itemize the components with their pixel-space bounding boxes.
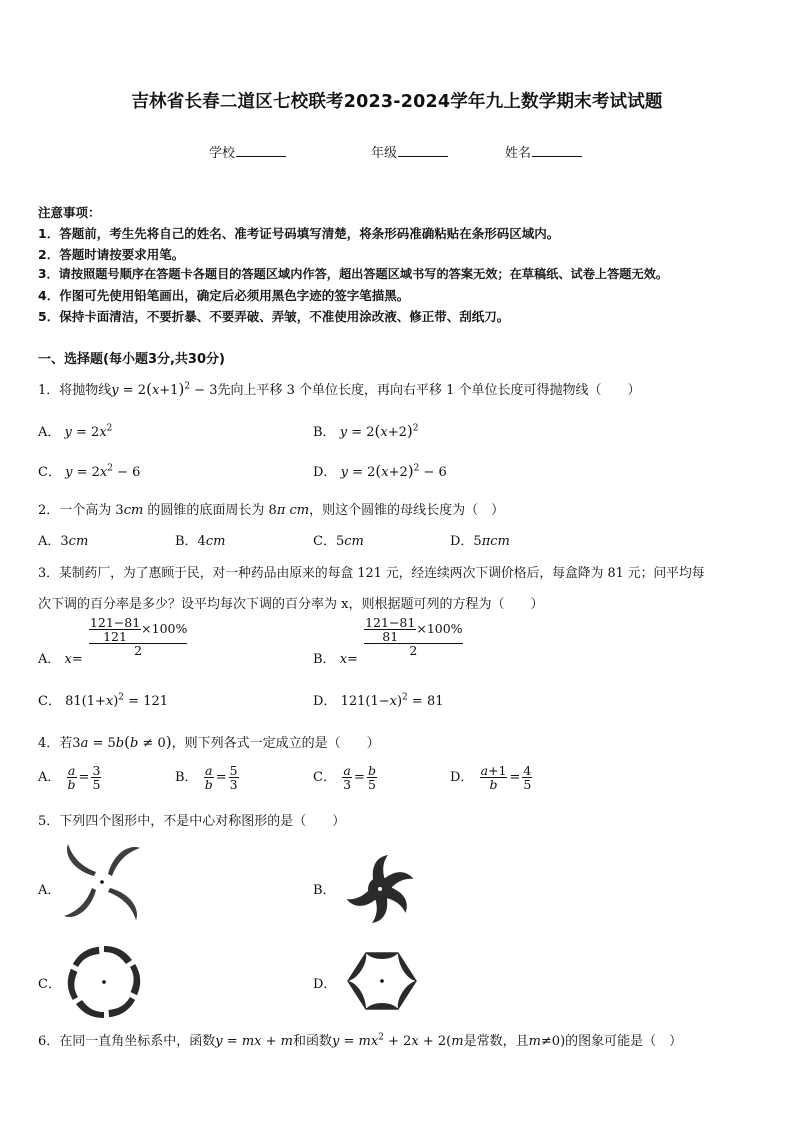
q5-label-a: A．: [38, 883, 61, 898]
notice-heading: 注意事项：: [38, 205, 101, 220]
q1-option-c[interactable]: C． $y = 2x^2 - 6$: [38, 463, 141, 480]
name-field[interactable]: [505, 142, 582, 161]
q3-option-b[interactable]: B． x= $\frac{121-81}{81}$ ×100% 2: [313, 615, 463, 668]
q2-option-c[interactable]: C．5cm: [313, 534, 364, 549]
figure-a-pinwheel[interactable]: [62, 842, 142, 922]
q1-option-b[interactable]: B． $y = 2(x+2)^2$: [313, 422, 419, 440]
q5-label-d: D．: [313, 977, 337, 992]
q4-option-c[interactable]: C． $\frac{a}{3}$ = $\frac{b}{5}$: [313, 763, 376, 793]
section-heading: 一、选择题(每小题3分,共30分): [38, 352, 225, 367]
question-5: 5．下列四个图形中，不是中心对称图形的是（ ）: [38, 814, 346, 829]
page-title: 吉林省长春二道区七校联考2023-2024学年九上数学期末考试试题: [131, 92, 663, 112]
question-1: 1．将抛物线$y = 2(x+1)^2 - 3$先向上平移 3 个单位长度，再向右平移 1 个单位长度可得抛物线（ ）: [38, 380, 641, 398]
q2-option-a[interactable]: A．3cm: [38, 534, 89, 549]
q3-option-a[interactable]: A． x= $\frac{121-81}{121}$ ×100% 2: [38, 615, 188, 668]
q2-option-d[interactable]: D．5πcm: [450, 534, 510, 549]
school-label: 学校: [209, 146, 236, 161]
question-4: 4．若3a = 5b(b ≠ 0)，则下列各式一定成立的是（ ）: [38, 733, 380, 751]
question-3-line1: 3．某制药厂，为了惠顾于民，对一种药品由原来的每盒 121 元，经连续两次下调价格后，每盒降为 81 元；问平均每: [38, 566, 705, 581]
question-3-line2: 次下调的百分率是多少？设平均每次下调的百分率为 x，则根据题可列的方程为（ ）: [38, 597, 544, 612]
q3-option-c[interactable]: C． $81(1+x)^2 = 121$: [38, 692, 169, 709]
q2-option-b[interactable]: B．4cm: [175, 534, 226, 549]
q5-label-c: C．: [38, 977, 61, 992]
notice-item: 3．请按照题号顺序在答题卡各题目的答题区域内作答，超出答题区域书写的答案无效；在草稿纸、试卷上答题无效。: [38, 267, 669, 281]
notice-item: 5．保持卡面清洁，不要折暴、不要弄破、弄皱，不准使用涂改液、修正带、刮纸刀。: [38, 309, 510, 324]
q5-label-b: B．: [313, 883, 336, 898]
figure-b-sawblade[interactable]: [338, 854, 422, 924]
notice-item: 1．答题前，考生先将自己的姓名、准考证号码填写清楚，将条形码准确粘贴在条形码区域内。: [38, 226, 560, 241]
q3-option-d[interactable]: D． $121(1-x)^2 = 81$: [313, 692, 444, 709]
notice-item: 2．答题时请按要求用笔。: [38, 247, 185, 262]
question-2: 2．一个高为 3cm 的圆锥的底面周长为 8π cm，则这个圆锥的母线长度为（ ）: [38, 503, 505, 518]
q4-option-b[interactable]: B． $\frac{a}{b}$ = $\frac{5}{3}$: [175, 763, 238, 793]
q4-option-d[interactable]: D． $\frac{a+1}{b}$ = $\frac{4}{5}$: [450, 763, 532, 793]
figure-d-hexagon[interactable]: [340, 948, 424, 1014]
q1-option-d[interactable]: D． $y = 2(x+2)^2 - 6$: [313, 462, 447, 480]
school-field[interactable]: [209, 142, 286, 161]
name-label: 姓名: [505, 146, 532, 161]
notice-item: 4．作图可先使用铅笔画出，确定后必须用黑色字迹的签字笔描黑。: [38, 288, 410, 303]
grade-field[interactable]: [371, 142, 448, 161]
q4-option-a[interactable]: A． $\frac{a}{b}$ = $\frac{3}{5}$: [38, 763, 101, 793]
grade-label: 年级: [371, 146, 398, 161]
q1-option-a[interactable]: A． $y = 2x^2$: [38, 423, 113, 440]
figure-c-ring[interactable]: [62, 942, 146, 1022]
question-6: 6．在同一直角坐标系中，函数y = mx + m和函数$y = mx^2 + 2x + 2(m$是常数，且m≠0)的图象可能是（ ）: [38, 1032, 683, 1049]
